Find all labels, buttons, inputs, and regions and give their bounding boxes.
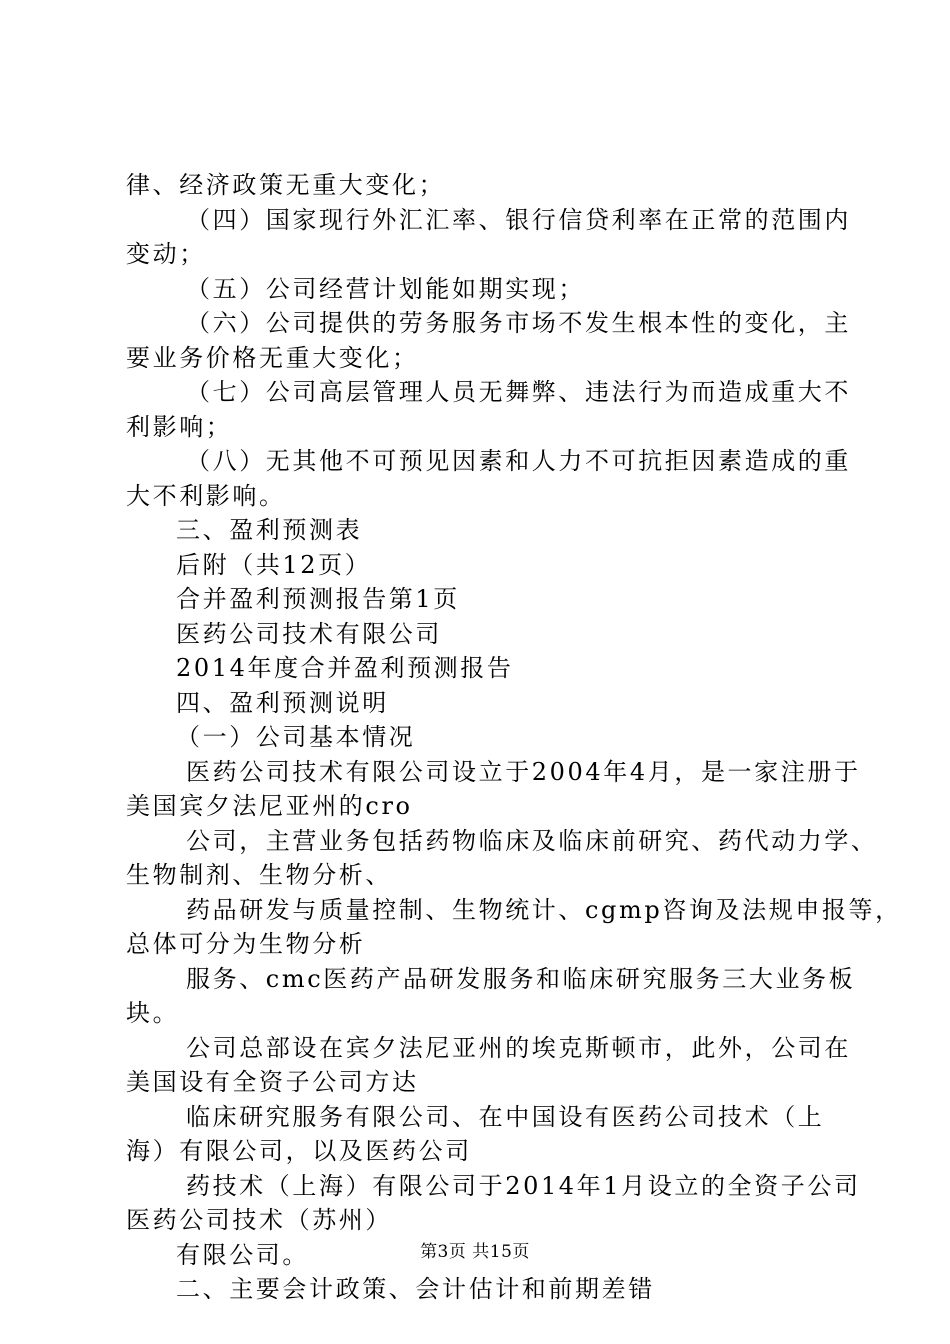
text-line: 医药公司技术（苏州） [126, 1206, 392, 1234]
text-line: 药技术（上海）有限公司于2014年1月设立的全资子公司 [186, 1171, 861, 1200]
text-line: 合并盈利预测报告第1页 [176, 585, 460, 613]
text-line: 利影响； [126, 412, 233, 441]
text-line: 服务、cmc医药产品研发服务和临床研究服务三大业务板 [186, 964, 856, 993]
text-line: 公司，主营业务包括药物临床及临床前研究、药代动力学、 [186, 826, 878, 855]
text-line: （七）公司高层管理人员无舞弊、违法行为而造成重大不 [186, 378, 851, 406]
text-line: 美国宾夕法尼亚州的cro [126, 792, 413, 820]
text-line: 海）有限公司，以及医药公司 [126, 1137, 472, 1165]
document-body [126, 168, 902, 1307]
subsection-heading: （一）公司基本情况 [176, 723, 416, 751]
section-heading: 三、盈利预测表 [176, 516, 363, 544]
text-line: （八）无其他不可预见因素和人力不可抗拒因素造成的重 [186, 447, 851, 475]
page-footer: 第3页 共15页 [420, 1242, 530, 1262]
text-line: （五）公司经营计划能如期实现； [186, 274, 585, 303]
text-line: 临床研究服务有限公司、在中国设有医药公司技术（上 [186, 1102, 825, 1131]
text-line: 医药公司技术有限公司设立于2004年4月，是一家注册于 [186, 757, 861, 786]
text-line: 公司总部设在宾夕法尼亚州的埃克斯顿市，此外，公司在 [186, 1033, 851, 1062]
text-line: 律、经济政策无重大变化； [126, 171, 446, 199]
text-line: （六）公司提供的劳务服务市场不发生根本性的变化，主 [186, 309, 851, 337]
text-line: （四）国家现行外汇汇率、银行信贷利率在正常的范围内 [186, 205, 851, 234]
text-line: 2014年度合并盈利预测报告 [176, 654, 514, 682]
text-line: 医药公司技术有限公司 [176, 619, 442, 648]
text-line: 块。 [126, 999, 180, 1027]
text-line: 生物制剂、生物分析、 [126, 861, 392, 889]
text-line: 变动； [126, 240, 206, 268]
section-heading: 二、主要会计政策、会计估计和前期差错 [176, 1275, 655, 1303]
text-line: 要业务价格无重大变化； [126, 343, 419, 372]
text-line: 后附（共12页） [176, 550, 372, 579]
text-line: 总体可分为生物分析 [126, 930, 366, 958]
text-line: 有限公司。 [176, 1240, 309, 1269]
section-heading: 四、盈利预测说明 [176, 688, 389, 717]
text-line: 药品研发与质量控制、生物统计、cgmp咨询及法规申报等， [186, 895, 902, 924]
text-line: 大不利影响。 [126, 481, 286, 510]
text-line: 美国设有全资子公司方达 [126, 1068, 419, 1096]
